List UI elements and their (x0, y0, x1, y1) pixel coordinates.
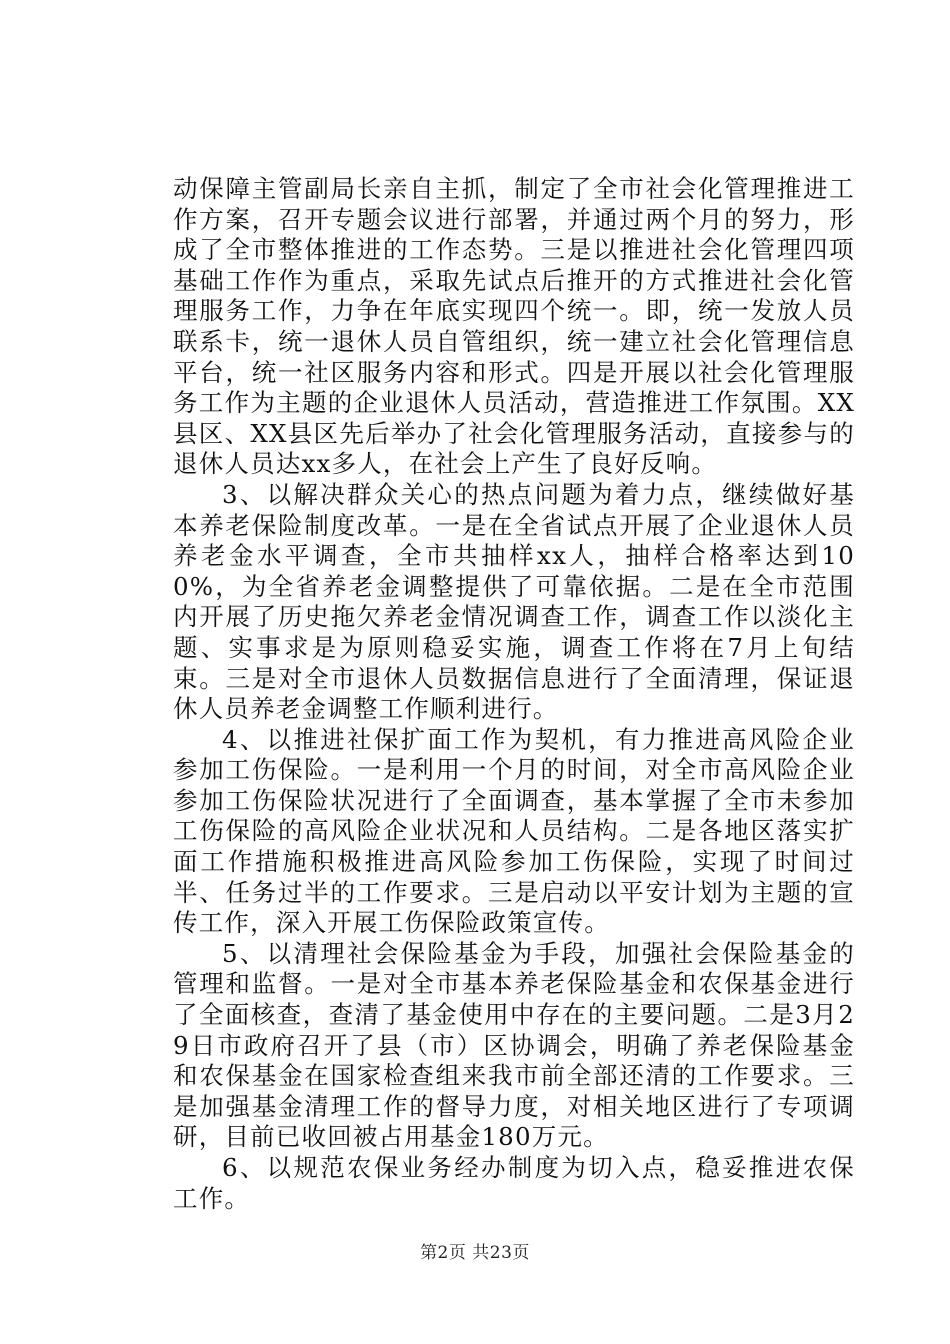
paragraph-item-5: 5、以清理社会保险基金为手段，加强社会保险基金的管理和监督。一是对全市基本养老保险基金和农保基金进行了全面核查，查清了基金使用中存在的主要问题。二是3月29日市政府召开了县（市）区协调会，明确了养老保险基金和农保基金在国家检查组来我市前全部还清的工作要求。三是加强基金清理工作的督导力度，对相关地区进行了专项调研，目前已收回被占用基金180万元。 (173, 938, 855, 1152)
paragraph-continued: 动保障主管副局长亲自主抓，制定了全市社会化管理推进工作方案，召开专题会议进行部署，并通过两个月的努力，形成了全市整体推进的工作态势。三是以推进社会化管理四项基础工作作为重点，采取先试点后推开的方式推进社会化管理服务工作，力争在年底实现四个统一。即，统一发放人员联系卡，统一退休人员自管组织，统一建立社会化管理信息平台，统一社区服务内容和形式。四是开展以社会化管理服务工作为主题的企业退休人员活动，营造推进工作氛围。XX县区、XX县区先后举办了社会化管理服务活动，直接参与的退休人员达xx多人，在社会上产生了良好反响。 (173, 174, 855, 479)
paragraph-item-6: 6、以规范农保业务经办制度为切入点，稳妥推进农保工作。 (173, 1153, 855, 1213)
paragraph-item-4: 4、以推进社保扩面工作为契机，有力推进高风险企业参加工伤保险。一是利用一个月的时间，对全市高风险企业参加工伤保险状况进行了全面调查，基本掌握了全市未参加工伤保险的高风险企业状况和人员结构。二是各地区落实扩面工作措施积极推进高风险参加工伤保险，实现了时间过半、任务过半的工作要求。三是启动以平安计划为主题的宣传工作，深入开展工伤保险政策宣传。 (173, 724, 855, 938)
page-footer: 第2页 共23页 (420, 1243, 530, 1263)
document-body (173, 174, 855, 1214)
paragraph-item-3: 3、以解决群众关心的热点问题为着力点，继续做好基本养老保险制度改革。一是在全省试点开展了企业退休人员养老金水平调查，全市共抽样xx人，抽样合格率达到100%，为全省养老金调整提供了可靠依据。二是在全市范围内开展了历史拖欠养老金情况调查工作，调查工作以淡化主题、实事求是为原则稳妥实施，调查工作将在7月上旬结束。三是对全市退休人员数据信息进行了全面清理，保证退休人员养老金调整工作顺利进行。 (173, 479, 855, 724)
